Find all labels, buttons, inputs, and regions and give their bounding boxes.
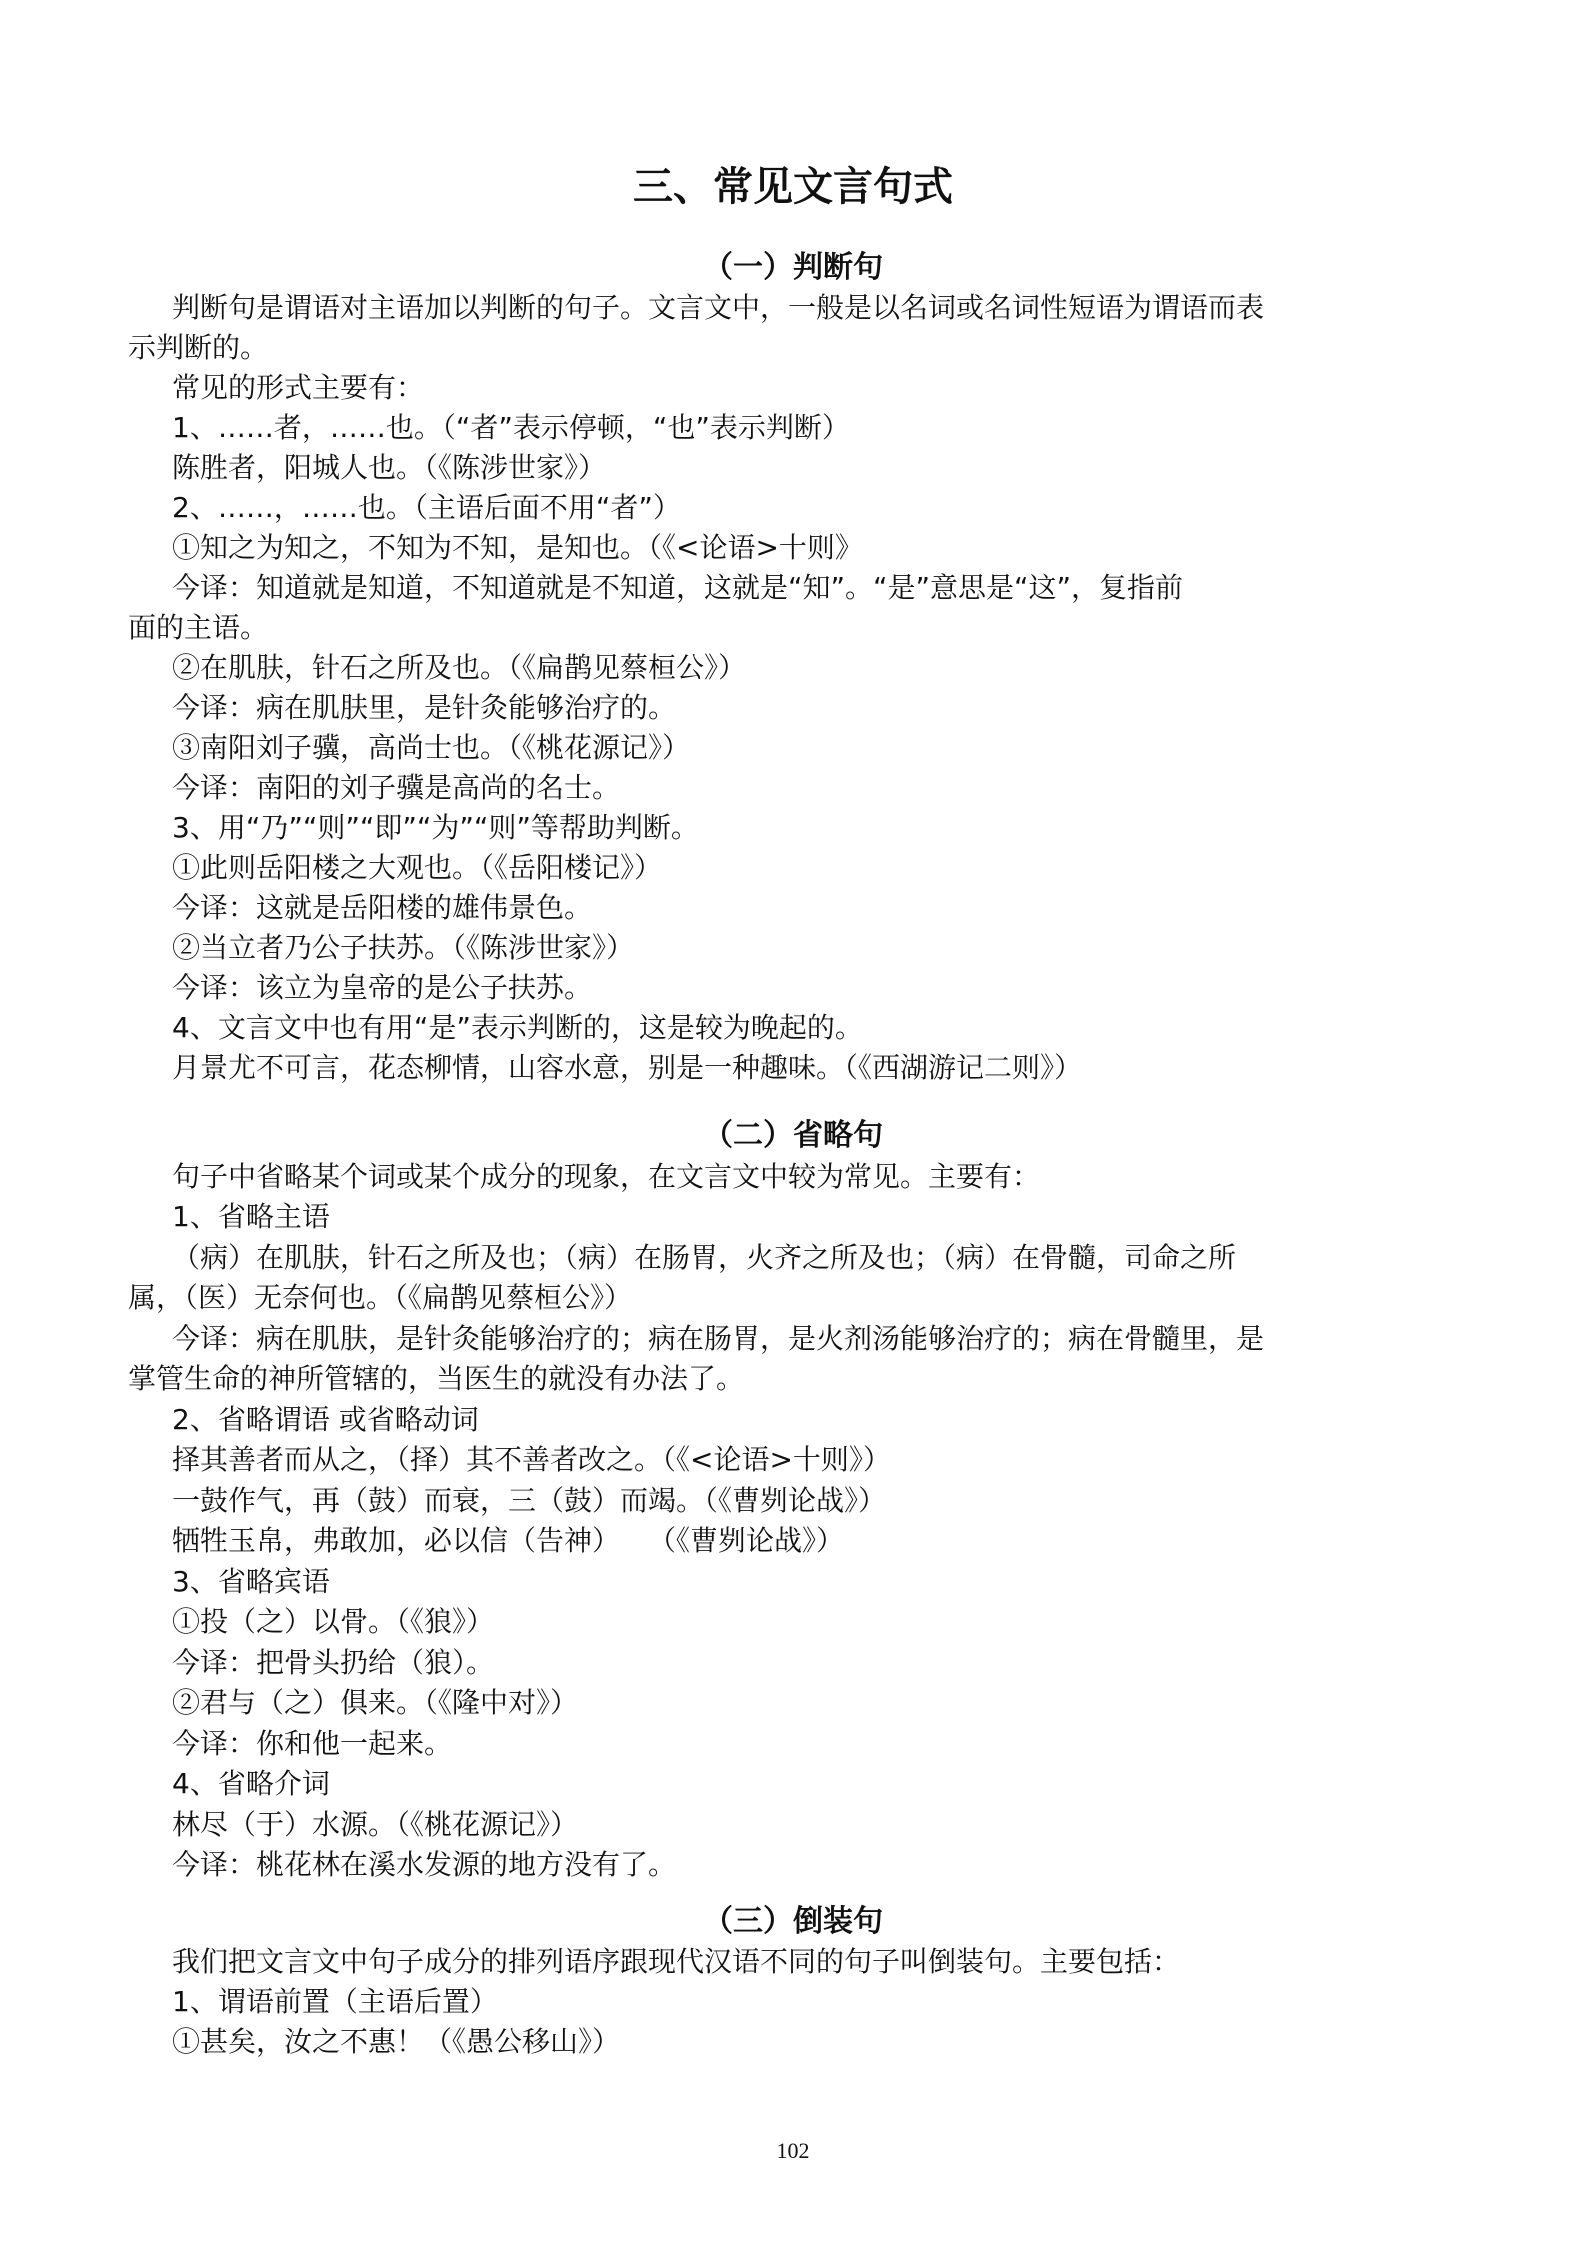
- translation-line: 今译：该立为皇帝的是公子扶苏。: [172, 971, 593, 1004]
- example-line: ②在肌肤，针石之所及也。（《扁鹊见蔡桓公》）: [172, 651, 747, 684]
- section-heading-judgment: （一）判断句: [703, 250, 883, 285]
- paragraph-line: 3、用“乃”“则”“即”“为”“则”等帮助判断。: [172, 811, 699, 844]
- example-line: 一鼓作气，再（鼓）而衰，三（鼓）而竭。（《曹刿论战》）: [172, 1484, 887, 1517]
- translation-line: 今译：病在肌肤里，是针灸能够治疗的。: [172, 691, 677, 724]
- example-line: 陈胜者，阳城人也。（《陈涉世家》）: [172, 451, 607, 484]
- example-line: 林尽（于）水源。（《桃花源记》）: [172, 1808, 579, 1841]
- translation-line: 今译：病在肌肤，是针灸能够治疗的；病在肠胃，是火剂汤能够治疗的；病在骨髓里，是: [172, 1322, 1265, 1355]
- paragraph-line: 句子中省略某个词或某个成分的现象，在文言文中较为常见。主要有：: [172, 1160, 1041, 1193]
- translation-line: 面的主语。: [128, 611, 269, 644]
- example-line: 属，（医）无奈何也。（《扁鹊见蔡桓公》）: [128, 1281, 633, 1314]
- translation-line: 掌管生命的神所管辖的，当医生的就没有办法了。: [128, 1362, 745, 1395]
- page-title: 三、常见文言句式: [633, 164, 953, 210]
- section-heading-omission: （二）省略句: [703, 1118, 883, 1153]
- example-line: 择其善者而从之，（择）其不善者改之。（《<论语>十则》）: [172, 1443, 891, 1476]
- paragraph-line: 1、……者，……也。（“者”表示停顿，“也”表示判断）: [172, 411, 850, 444]
- example-line: （病）在肌肤，针石之所及也；（病）在肠胃，火齐之所及也；（病）在骨髓，司命之所: [172, 1241, 1237, 1274]
- example-line: ①甚矣，汝之不惠！（《愚公移山》）: [172, 2025, 621, 2058]
- paragraph-line: 常见的形式主要有：: [172, 371, 425, 404]
- example-line: 牺牲玉帛，弗敢加，必以信（告神） （《曹刿论战》）: [172, 1524, 845, 1557]
- translation-line: 今译：南阳的刘子骥是高尚的名士。: [172, 771, 621, 804]
- paragraph-line: 2、省略谓语 或省略动词: [172, 1403, 479, 1436]
- section-heading-inversion: （三）倒装句: [703, 1904, 883, 1939]
- example-line: ②当立者乃公子扶苏。（《陈涉世家》）: [172, 931, 635, 964]
- paragraph-line: 示判断的。: [128, 331, 269, 364]
- page-number: 102: [776, 2138, 810, 2163]
- example-line: ③南阳刘子骥，高尚士也。（《桃花源记》）: [172, 731, 691, 764]
- example-line: 月景尤不可言，花态柳情，山容水意，别是一种趣味。（《西湖游记二则》）: [172, 1051, 1083, 1084]
- example-line: ①知之为知之，不知为不知，是知也。（《<论语>十则》: [172, 531, 863, 564]
- paragraph-line: 4、文言文中也有用“是”表示判断的，这是较为晚起的。: [172, 1011, 863, 1044]
- paragraph-line: 判断句是谓语对主语加以判断的句子。文言文中，一般是以名词或名词性短语为谓语而表: [172, 291, 1265, 324]
- translation-line: 今译：桃花林在溪水发源的地方没有了。: [172, 1848, 677, 1881]
- example-line: ②君与（之）俱来。（《隆中对》）: [172, 1686, 579, 1719]
- paragraph-line: 我们把文言文中句子成分的排列语序跟现代汉语不同的句子叫倒装句。主要包括：: [172, 1945, 1181, 1978]
- example-line: ①投（之）以骨。（《狼》）: [172, 1605, 495, 1638]
- paragraph-line: 3、省略宾语: [172, 1565, 330, 1598]
- paragraph-line: 4、省略介词: [172, 1767, 330, 1800]
- paragraph-line: 1、谓语前置（主语后置）: [172, 1985, 498, 2018]
- translation-line: 今译：把骨头扔给（狼）。: [172, 1646, 495, 1679]
- paragraph-line: 2、……，……也。（主语后面不用“者”）: [172, 491, 681, 524]
- paragraph-line: 1、省略主语: [172, 1200, 330, 1233]
- translation-line: 今译：知道就是知道，不知道就是不知道，这就是“知”。“是”意思是“这”，复指前: [172, 571, 1184, 604]
- example-line: ①此则岳阳楼之大观也。（《岳阳楼记》）: [172, 851, 663, 884]
- translation-line: 今译：这就是岳阳楼的雄伟景色。: [172, 891, 593, 924]
- translation-line: 今译：你和他一起来。: [172, 1727, 453, 1760]
